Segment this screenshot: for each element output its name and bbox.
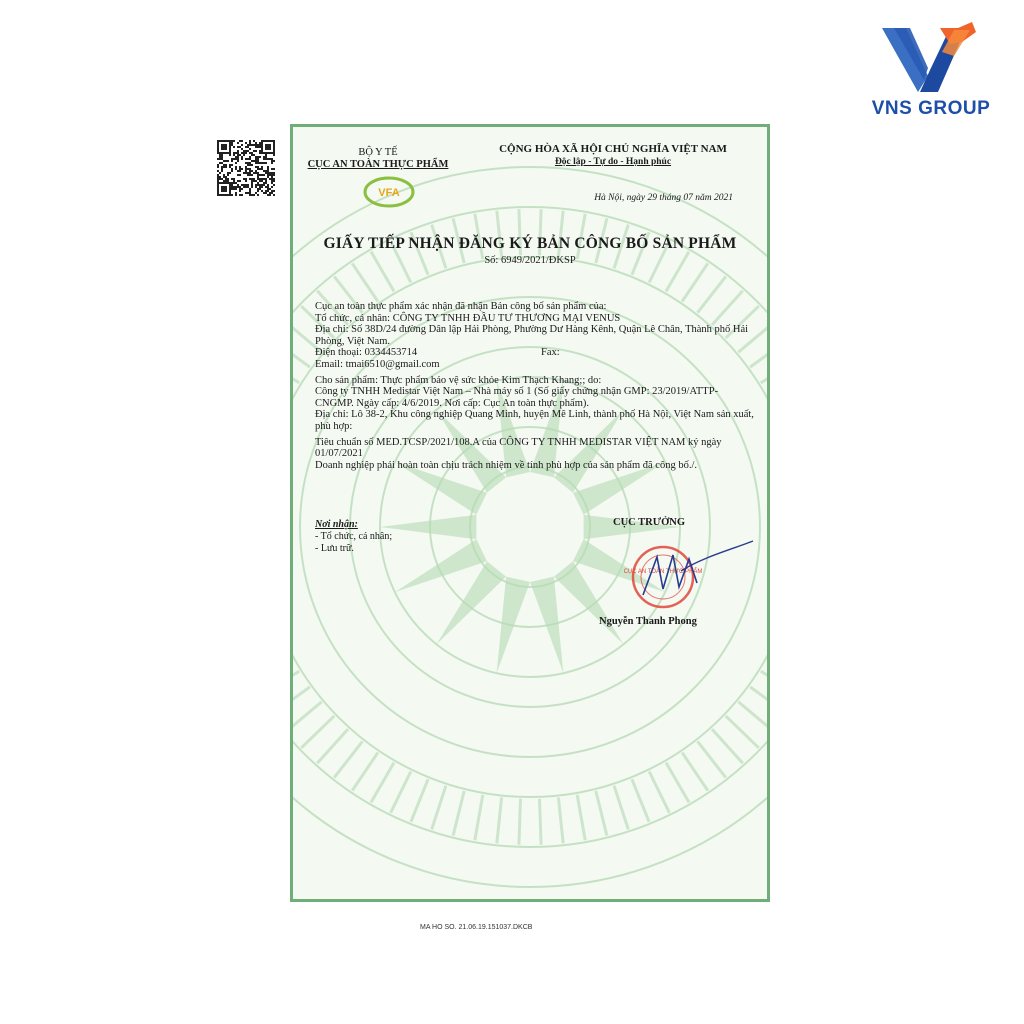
vfa-logo-icon — [363, 175, 415, 209]
email-line: Email: tmai6510@gmail.com — [315, 358, 440, 370]
brand-name: VNS GROUP — [871, 98, 991, 119]
header-left — [303, 147, 453, 171]
body-line: Tiêu chuẩn số MED.TCSP/2021/108.A của CÔNG TY TNHH MEDISTAR VIỆT NAM ký ngày 01/07/2021 — [315, 436, 722, 460]
official-stamp-icon — [623, 537, 763, 617]
file-code: MA HO SO. 21.06.19.151037.DKCB — [420, 924, 533, 931]
vns-logo-icon — [880, 22, 980, 94]
header-right — [463, 143, 763, 169]
date-line: Hà Nội, ngày 29 tháng 07 năm 2021 — [594, 193, 733, 203]
motto: Độc lập - Tự do - Hạnh phúc — [554, 157, 672, 167]
document-number: Số: 6949/2021/ĐKSP — [484, 255, 576, 266]
nation-name: CỘNG HÒA XÃ HỘI CHỦ NGHĨA VIỆT NAM — [499, 143, 727, 155]
body-line: Địa chỉ: Số 38D/24 đường Dân lập Hải Phòng, Phường Dư Hàng Kênh, Quận Lê Chân, Thành phố Hải Phòng, Việt Nam. — [315, 324, 749, 347]
body-line: Tổ chức, cá nhân: CÔNG TY TNHH ĐẦU TƯ THƯƠNG MẠI VENUS — [315, 312, 621, 324]
document-title: GIẤY TIẾP NHẬN ĐĂNG KÝ BẢN CÔNG BỐ SẢN PHẨM — [323, 235, 737, 252]
signer-name: Nguyễn Thanh Phong — [599, 616, 697, 627]
recipient-item: - Tổ chức, cá nhân; — [315, 531, 393, 542]
department-name: CỤC AN TOÀN THỰC PHẨM — [307, 159, 449, 170]
recipient-item: - Lưu trữ. — [315, 543, 354, 554]
body-line: Doanh nghiệp phải hoàn toàn chịu trách nhiệm về tính phù hợp của sản phẩm đã công bố./. — [315, 459, 697, 471]
certificate-document — [290, 124, 770, 902]
body-line: Cho sản phẩm: Thực phẩm bảo vệ sức khỏe Kim Thạch Khang;; do: — [315, 374, 602, 386]
stamp-text: CỤC AN TOÀN THỰC PHẨM — [623, 569, 703, 575]
brand-logo — [856, 22, 1006, 122]
recipients — [315, 519, 392, 555]
phone-line: Điện thoại: 0334453714 — [315, 347, 418, 359]
recipients-heading: Nơi nhận: — [315, 519, 358, 530]
qr-code-icon — [217, 140, 275, 196]
body-line: Địa chỉ: Lô 38-2, Khu công nghiệp Quang Minh, huyện Mê Linh, thành phố Hà Nội, Việt Nam sản xuất, phù hợp: — [315, 409, 754, 432]
body-line: Cục an toàn thực phẩm xác nhận đã nhận Bản công bố sản phẩm của: — [315, 301, 607, 312]
ministry-name: BỘ Y TẾ — [358, 147, 398, 158]
fax-label: Fax: — [541, 347, 560, 359]
document-body — [315, 301, 755, 471]
body-line: Công ty TNHH Medistar Việt Nam – Nhà máy số 1 (Số giấy chứng nhận GMP: 23/2019/ATTP-CNGMP. Ngày cấp: 4/6/2019. Nơi cấp: Cục An toàn thực phẩm). — [315, 386, 719, 409]
vfa-logo-text: VFA — [378, 187, 400, 199]
signer-title: CỤC TRƯỞNG — [613, 517, 686, 528]
